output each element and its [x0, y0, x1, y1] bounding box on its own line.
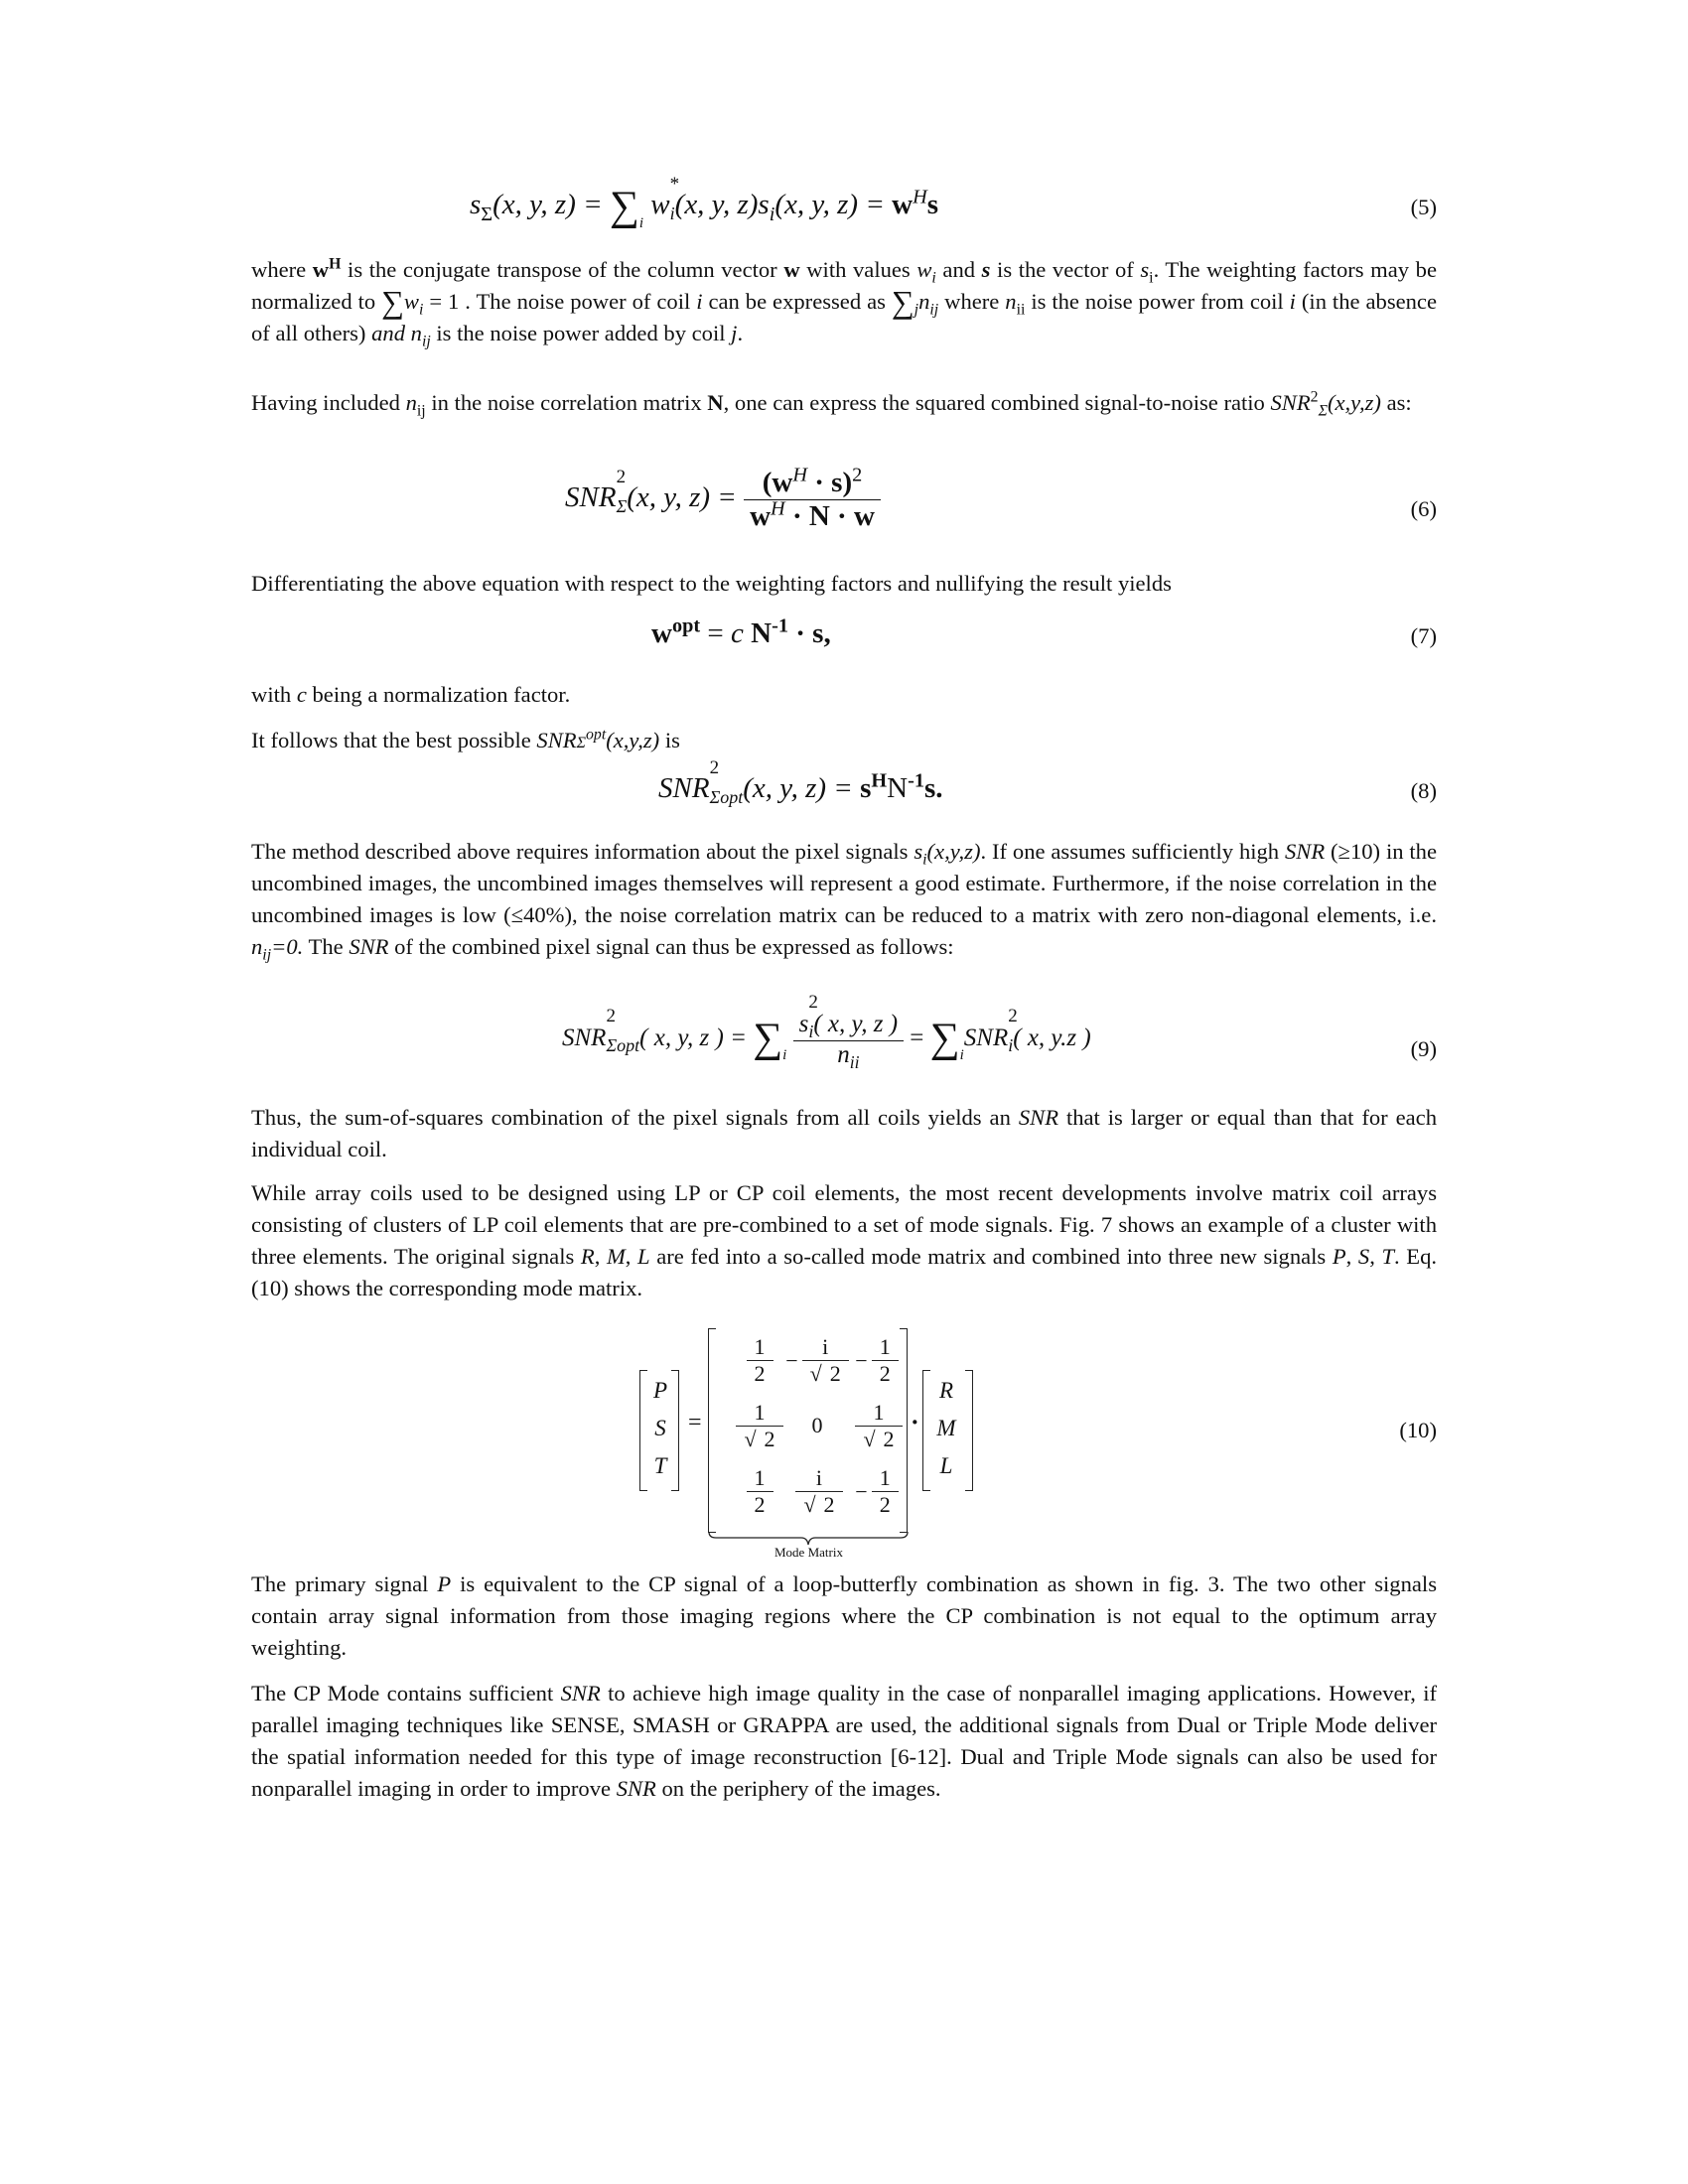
text-fragment: being a normalization factor. — [306, 682, 571, 707]
text-fragment: i — [959, 1047, 964, 1064]
text-fragment: P — [437, 1571, 452, 1596]
denominator — [736, 1426, 782, 1452]
text-fragment: P — [652, 1378, 668, 1403]
equation-6-body — [565, 464, 881, 533]
text-fragment: SNR — [1018, 1105, 1058, 1130]
text-fragment: = — [910, 1024, 924, 1052]
text-fragment: Σ — [616, 496, 628, 517]
numerator: i — [822, 1334, 829, 1359]
text-fragment: is the noise power from coil — [1025, 289, 1290, 314]
sqrt-icon: √ — [803, 1492, 816, 1517]
equation-6 — [251, 464, 1437, 546]
text-fragment: as: — [1380, 390, 1412, 415]
paragraph-6 — [251, 836, 1437, 963]
text-fragment: in the noise correlation matrix — [425, 390, 708, 415]
text-fragment: 2 — [852, 464, 863, 486]
denominator-value: 2 — [754, 1492, 766, 1517]
text-fragment: While array coils used to be designed using LP or CP coil elements, the most recent developments involve matrix coil arrays consisting of clusters of LP coil elements that are pre-combined to a set of mode signals. Fig. 7 shows an example of a cluster with three elements. The original signals — [251, 1180, 1437, 1269]
text-fragment: are fed into a so-called mode matrix and combined into three new signals — [649, 1244, 1333, 1269]
eq5-w: w — [650, 189, 670, 220]
text-fragment: SNR — [562, 1024, 607, 1052]
numerator: 1 — [879, 1465, 891, 1490]
text-fragment: . — [737, 321, 744, 345]
equation-10 — [251, 1320, 1437, 1559]
eq5-w-sup: * — [669, 174, 680, 195]
minus-sign: − — [785, 1347, 798, 1373]
text-fragment: Σ — [576, 735, 586, 751]
equation-5 — [251, 174, 1437, 231]
matrix-fraction — [736, 1400, 782, 1452]
text-fragment: i — [808, 1022, 814, 1041]
text-fragment: n — [410, 321, 422, 345]
radicand: 2 — [826, 1360, 845, 1386]
eq5-args: (x, y, z) = — [492, 189, 603, 220]
matrix-cell — [837, 1400, 916, 1452]
text-fragment: ii — [849, 1052, 860, 1072]
text-fragment: j — [914, 301, 919, 319]
text-fragment: that is larger or equal than that for each individual coil. — [251, 1105, 1437, 1161]
text-fragment: L — [637, 1244, 650, 1269]
text-fragment: n — [405, 390, 417, 415]
text-fragment: ∑ — [381, 284, 404, 320]
minus-sign: − — [855, 1347, 868, 1373]
text-fragment: 2 — [1008, 1006, 1018, 1027]
matrix-fraction — [747, 1465, 774, 1518]
text-fragment: . Eq. (10) shows the corresponding mode matrix. — [251, 1244, 1438, 1300]
text-fragment: on the periphery of the images. — [655, 1776, 941, 1801]
matrix-cell — [837, 1334, 916, 1387]
denominator-value: 2 — [754, 1361, 766, 1386]
text-fragment: is the noise power added by coil — [430, 321, 732, 345]
text-fragment: M — [606, 1244, 626, 1269]
equation-number: (5) — [1410, 195, 1437, 219]
eq5-sum: ∑ — [609, 184, 639, 229]
text-fragment: (x, y, z) = — [627, 481, 737, 514]
dot-operator: · — [911, 1408, 919, 1436]
equation-9-body — [562, 992, 1091, 1072]
right-vector — [931, 1372, 961, 1485]
numerator: i — [815, 1465, 823, 1490]
text-fragment: N — [887, 772, 909, 804]
text-fragment: w — [403, 289, 419, 314]
text-fragment: Σopt — [606, 1035, 640, 1056]
paragraph-3 — [251, 568, 1437, 600]
text-fragment: opt — [671, 614, 701, 637]
paragraph-5 — [251, 725, 1437, 759]
equation-number: (10) — [1399, 1418, 1437, 1442]
denominator-value: 2 — [879, 1492, 891, 1517]
sqrt-icon: √ — [809, 1361, 822, 1386]
text-fragment: c — [296, 682, 307, 707]
text-fragment: i — [782, 1047, 787, 1064]
equation-9 — [251, 992, 1437, 1090]
text-fragment: i — [931, 269, 936, 287]
text-fragment: s — [1140, 257, 1150, 282]
paragraph-1 — [251, 254, 1437, 349]
text-fragment: s. — [924, 772, 943, 804]
text-fragment: = — [700, 617, 731, 649]
radicand: 2 — [880, 1426, 899, 1451]
paragraph-2 — [251, 387, 1437, 419]
paragraph-4 — [251, 679, 1437, 711]
matrix-left-bracket — [708, 1328, 716, 1533]
text-fragment: i — [419, 301, 424, 319]
text-fragment: ii — [1016, 301, 1026, 319]
text-fragment: It follows that the best possible — [251, 728, 537, 752]
eq9-fraction — [793, 992, 904, 1072]
denominator-value: 2 — [879, 1361, 891, 1386]
text-fragment: to achieve high image quality in the case of nonparallel imaging applications. However, if parallel imaging techniques like SENSE, SMASH or GRAPPA are used, the additional signals from Dual or Triple Mode deliver the spatial information needed for this type of image reconstruction [6-12]. Dual and Triple Mode signals can also be used for nonparallel imaging in order to improve — [251, 1681, 1437, 1801]
text-fragment: ∑ — [929, 1016, 960, 1062]
text-fragment: i — [922, 851, 927, 869]
eq5-rhs-s: s — [926, 189, 939, 220]
text-fragment: 2 — [616, 467, 627, 488]
text-fragment: SNR — [536, 728, 577, 752]
matrix-cell — [837, 1465, 916, 1518]
text-fragment: (x, y, z) = — [743, 772, 861, 804]
text-fragment: ( x, y, z ) = — [639, 1024, 747, 1052]
eq5-w-scripts — [669, 174, 680, 223]
text-fragment: i — [696, 289, 703, 314]
text-fragment: ∑ — [753, 1016, 783, 1062]
text-fragment: Thus, the sum-of-squares combination of the pixel signals from all coils yields an — [251, 1105, 1019, 1130]
right-vector-left-bracket — [922, 1370, 930, 1491]
text-fragment: The — [303, 934, 350, 959]
text-fragment: ij — [929, 301, 939, 319]
equation-number: (7) — [1410, 623, 1437, 648]
text-fragment: w — [651, 617, 672, 649]
text-fragment: N — [707, 390, 724, 415]
text-fragment: SNR — [658, 772, 710, 804]
text-fragment: Σ — [1318, 402, 1328, 420]
text-fragment: 2 — [808, 992, 818, 1013]
text-fragment: S — [1357, 1244, 1370, 1269]
mode-matrix-label: Mode Matrix — [774, 1545, 843, 1560]
text-fragment: , — [594, 1244, 607, 1269]
equation-8-body — [658, 757, 943, 807]
paragraph-10 — [251, 1678, 1437, 1805]
text-fragment: j — [731, 321, 738, 345]
text-fragment: SNR — [1270, 390, 1311, 415]
text-fragment: w — [750, 500, 772, 532]
text-fragment: i — [1289, 289, 1296, 314]
numerator: 1 — [754, 1400, 766, 1425]
text-fragment: H — [871, 769, 888, 792]
text-fragment: (w — [762, 467, 793, 498]
matrix-fraction — [855, 1400, 902, 1452]
text-fragment: -1 — [908, 769, 925, 792]
text-fragment: -1 — [772, 614, 788, 637]
text-fragment: of the combined pixel signal can thus be expressed as follows: — [388, 934, 954, 959]
text-fragment: SNR — [1284, 839, 1326, 864]
text-fragment: and — [935, 257, 982, 282]
numerator: 1 — [754, 1465, 766, 1490]
text-fragment: n — [1005, 289, 1017, 314]
radicand: 2 — [761, 1426, 779, 1451]
text-fragment: H — [771, 497, 785, 520]
text-fragment: SNR — [349, 934, 389, 959]
eq5-lhs: s — [470, 189, 482, 220]
text-fragment: where — [938, 289, 1006, 314]
text-fragment: 2 — [1310, 388, 1319, 406]
eq5-rhs-w: w — [892, 189, 914, 220]
text-fragment: SNR — [565, 481, 617, 514]
text-fragment: ∑ — [891, 284, 914, 320]
text-fragment: i — [1008, 1035, 1014, 1056]
paragraph-8 — [251, 1177, 1437, 1304]
text-fragment: The CP Mode contains sufficient — [251, 1681, 561, 1706]
text-fragment: T — [653, 1453, 667, 1478]
text-fragment: =0. — [271, 934, 304, 959]
text-fragment: n — [837, 1041, 850, 1068]
sqrt-icon: √ — [863, 1427, 876, 1451]
text-fragment: with — [251, 682, 297, 707]
text-fragment: , — [1369, 1244, 1382, 1269]
text-fragment: SNR — [616, 1776, 656, 1801]
numerator: 1 — [873, 1400, 885, 1425]
text-fragment: R — [580, 1244, 595, 1269]
equation-5-body — [470, 174, 939, 232]
eq5-s-sub: i — [769, 203, 775, 225]
text-fragment: ij — [416, 402, 426, 420]
text-fragment: is — [659, 728, 680, 752]
matrix-fraction — [795, 1465, 842, 1518]
text-fragment: . The weighting factors may be normalized to — [251, 257, 1437, 314]
text-fragment: Having included — [251, 390, 406, 415]
denominator — [855, 1426, 902, 1452]
equals-sign: = — [688, 1410, 702, 1435]
text-fragment: c — [731, 617, 744, 649]
denominator — [872, 1491, 899, 1518]
text-fragment: · s) — [807, 467, 853, 498]
eq5-sum-sub: i — [638, 215, 644, 231]
text-fragment: · s, — [787, 617, 831, 649]
text-fragment: s — [798, 1011, 809, 1037]
paragraph-7 — [251, 1102, 1437, 1165]
text-fragment: is the conjugate transpose of the column vector — [341, 257, 784, 282]
text-fragment: w — [916, 257, 932, 282]
text-fragment: SNR — [963, 1024, 1009, 1052]
eq5-rhs-sup: H — [913, 186, 927, 208]
matrix-fraction — [747, 1334, 774, 1387]
equation-number: (6) — [1410, 496, 1437, 521]
text-fragment: s — [914, 839, 923, 864]
text-fragment: · N · w — [784, 500, 875, 532]
text-fragment: w — [312, 257, 330, 282]
text-fragment: R — [938, 1378, 954, 1403]
text-fragment: opt — [586, 726, 607, 744]
text-fragment: (x,y,z) — [606, 728, 660, 752]
text-fragment: is the vector of — [990, 257, 1141, 282]
text-fragment: s — [860, 772, 872, 804]
text-fragment: SNR — [560, 1681, 601, 1706]
text-fragment: H — [792, 464, 807, 486]
text-fragment: , one can express the squared combined signal-to-noise ratio — [723, 390, 1271, 415]
text-fragment: H — [329, 255, 342, 273]
right-vector-right-bracket — [965, 1370, 973, 1491]
text-fragment: w — [783, 257, 800, 282]
text-fragment: N — [743, 617, 773, 649]
text-fragment: , — [1345, 1244, 1358, 1269]
matrix-fraction — [872, 1334, 899, 1387]
text-fragment: P — [1332, 1244, 1346, 1269]
equation-8 — [251, 757, 1437, 816]
eq5-rhs: (x, y, z) = — [774, 189, 885, 220]
denominator — [747, 1360, 774, 1387]
minus-sign: − — [855, 1478, 868, 1504]
text-fragment: (x,y,z) — [1327, 390, 1381, 415]
text-fragment: with values — [799, 257, 917, 282]
text-fragment: can be expressed as — [702, 289, 892, 314]
radicand: 2 — [820, 1491, 839, 1517]
text-fragment: The primary signal — [251, 1571, 438, 1596]
text-fragment: 2 — [606, 1006, 616, 1027]
denominator — [747, 1491, 774, 1518]
eq6-fraction — [744, 464, 881, 533]
sqrt-icon: √ — [744, 1427, 757, 1451]
text-fragment: ( x, y.z ) — [1013, 1024, 1091, 1052]
equation-number: (9) — [1410, 1036, 1437, 1061]
equation-7 — [251, 614, 1437, 657]
text-fragment: . If one assumes sufficiently high — [980, 839, 1285, 864]
text-fragment: S — [654, 1416, 666, 1440]
left-vector — [645, 1372, 675, 1485]
paragraph-9 — [251, 1569, 1437, 1664]
text-fragment: (in the absence of all others) — [251, 289, 1437, 345]
text-fragment: and — [371, 321, 405, 345]
matrix-fraction — [872, 1465, 899, 1518]
text-fragment: where — [251, 257, 313, 282]
text-fragment: L — [939, 1453, 953, 1478]
text-fragment: M — [936, 1416, 956, 1440]
text-fragment: (≥10) in the uncombined images, the uncombined images themselves will represent a good estimate. Furthermore, if the noise correlation in the uncombined images is low (≤40%), the noise correlation matrix can be reduced to a matrix with zero non-diagonal elements, i.e. — [251, 839, 1437, 927]
matrix-cell-value: 0 — [811, 1413, 823, 1437]
text-fragment: i — [1149, 269, 1154, 287]
eq5-lhs-sub: Σ — [481, 203, 493, 225]
text-fragment: , — [625, 1244, 638, 1269]
eq5-w-sub: i — [669, 204, 675, 223]
text-fragment: s — [981, 257, 991, 282]
text-fragment: 2 — [709, 757, 720, 778]
text-fragment: The method described above requires information about the pixel signals — [251, 839, 914, 864]
denominator — [795, 1491, 842, 1518]
text-fragment: = 1 . The noise power of coil — [423, 289, 697, 314]
text-fragment: ij — [421, 333, 431, 350]
text-fragment: Differentiating the above equation with respect to the weighting factors and nullifying the result yields — [251, 571, 1172, 596]
numerator: 1 — [879, 1334, 891, 1359]
text-fragment: n — [918, 289, 930, 314]
numerator: 1 — [754, 1334, 766, 1359]
text-fragment: Σopt — [709, 787, 744, 807]
eq5-mid: (x, y, z)s — [674, 189, 770, 220]
text-fragment: n — [251, 934, 263, 959]
text-fragment: T — [1381, 1244, 1395, 1269]
denominator — [872, 1360, 899, 1387]
text-fragment: is equivalent to the CP signal of a loop-butterfly combination as shown in fig. 3. The two other signals contain array signal information from those imaging regions where the CP combination is not equal to the optimum array weighting. — [251, 1571, 1438, 1660]
text-fragment: ( x, y, z ) — [813, 1011, 899, 1037]
text-fragment: (x,y,z) — [926, 839, 981, 864]
text-fragment: ij — [262, 946, 272, 964]
equation-7-body — [651, 614, 831, 650]
equation-number: (8) — [1410, 778, 1437, 803]
